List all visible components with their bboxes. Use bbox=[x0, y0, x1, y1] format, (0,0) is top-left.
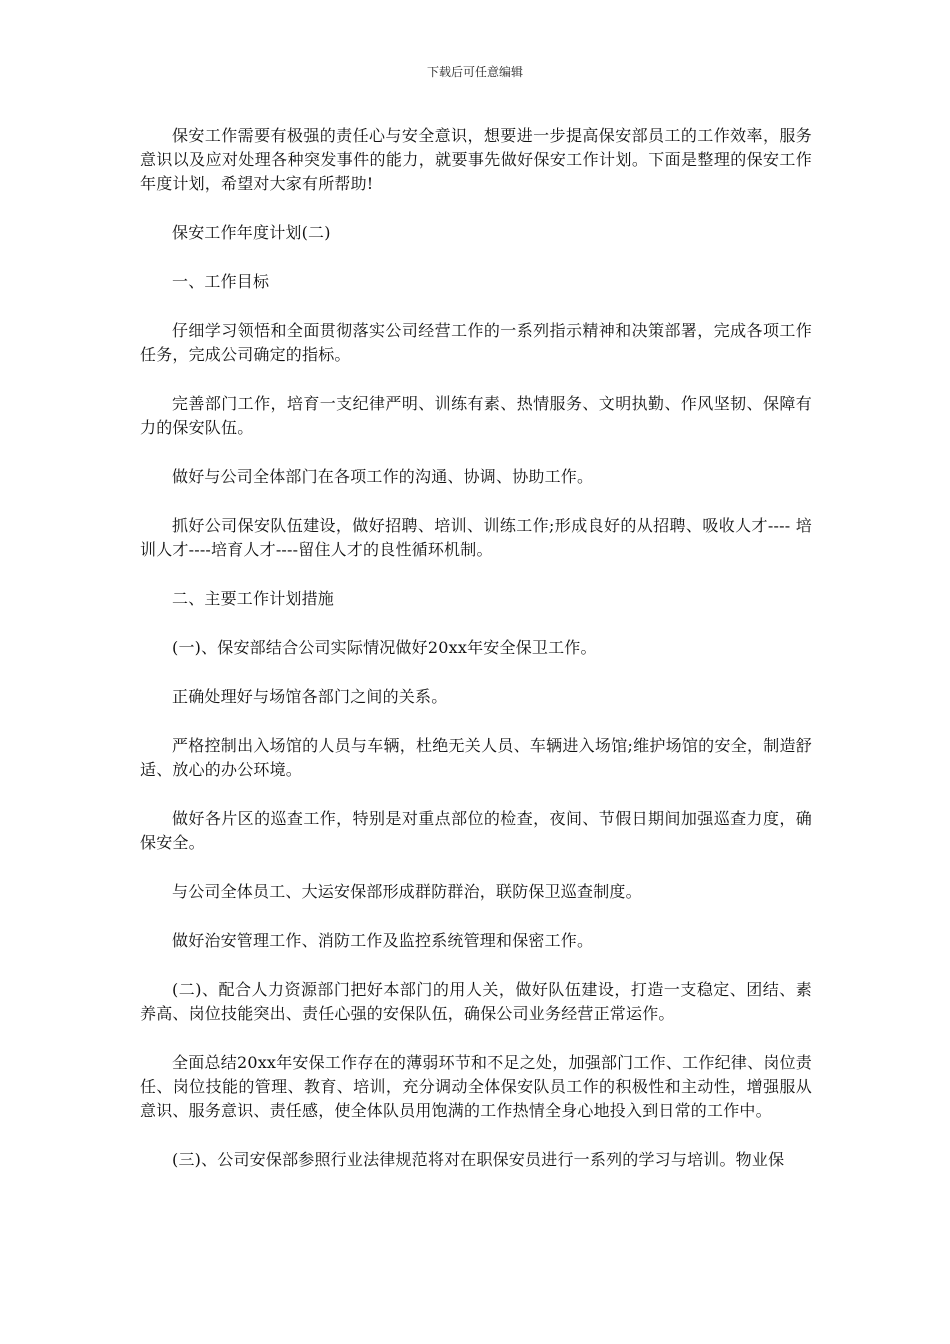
paragraph: 做好各片区的巡查工作，特别是对重点部位的检查，夜间、节假日期间加强巡查力度，确保安全。 bbox=[140, 809, 812, 852]
subsection-heading: (一)、保安部结合公司实际情况做好20xx年安全保卫工作。 bbox=[172, 638, 597, 657]
document-body bbox=[140, 124, 812, 1197]
plan-title: 保安工作年度计划(二) bbox=[172, 223, 331, 242]
paragraph: 严格控制出入场馆的人员与车辆，杜绝无关人员、车辆进入场馆;维护场馆的安全，制造舒适、放心的办公环境。 bbox=[140, 736, 812, 779]
paragraph: 做好治安管理工作、消防工作及监控系统管理和保密工作。 bbox=[172, 931, 594, 950]
paragraph: 完善部门工作，培育一支纪律严明、训练有素、热情服务、文明执勤、作风坚韧、保障有力的保安队伍。 bbox=[140, 394, 812, 437]
paragraph: 全面总结20xx年安保工作存在的薄弱环节和不足之处，加强部门工作、工作纪律、岗位责任、岗位技能的管理、教育、培训，充分调动全体保安队员工作的积极性和主动性，增强服从意识、服务意识、责任感，使全体队员用饱满的工作热情全身心地投入到日常的工作中。 bbox=[140, 1053, 812, 1120]
paragraph: 抓好公司保安队伍建设，做好招聘、培训、训练工作;形成良好的从招聘、吸收人才---- 培训人才----培育人才----留住人才的良性循环机制。 bbox=[140, 516, 812, 559]
section-heading-goals: 一、工作目标 bbox=[172, 272, 270, 291]
subsection-paragraph: (三)、公司安保部参照行业法律规范将对在职保安员进行一系列的学习与培训。物业保 bbox=[172, 1150, 785, 1169]
paragraph: 与公司全体员工、大运安保部形成群防群治，联防保卫巡查制度。 bbox=[172, 882, 642, 901]
paragraph: 仔细学习领悟和全面贯彻落实公司经营工作的一系列指示精神和决策部署，完成各项工作任务，完成公司确定的指标。 bbox=[140, 321, 812, 364]
paragraph: 正确处理好与场馆各部门之间的关系。 bbox=[172, 687, 448, 706]
page-header: 下载后可任意编辑 bbox=[426, 65, 523, 79]
section-heading-measures: 二、主要工作计划措施 bbox=[172, 589, 335, 608]
intro-paragraph: 保安工作需要有极强的责任心与安全意识，想要进一步提高保安部员工的工作效率，服务意识以及应对处理各种突发事件的能力，就要事先做好保安工作计划。下面是整理的保安工作年度计划，希望对大家有所帮助! bbox=[140, 126, 812, 193]
paragraph: 做好与公司全体部门在各项工作的沟通、协调、协助工作。 bbox=[172, 467, 594, 486]
subsection-paragraph: (二)、配合人力资源部门把好本部门的用人关，做好队伍建设，打造一支稳定、团结、素养高、岗位技能突出、责任心强的安保队伍，确保公司业务经营正常运作。 bbox=[140, 980, 812, 1023]
